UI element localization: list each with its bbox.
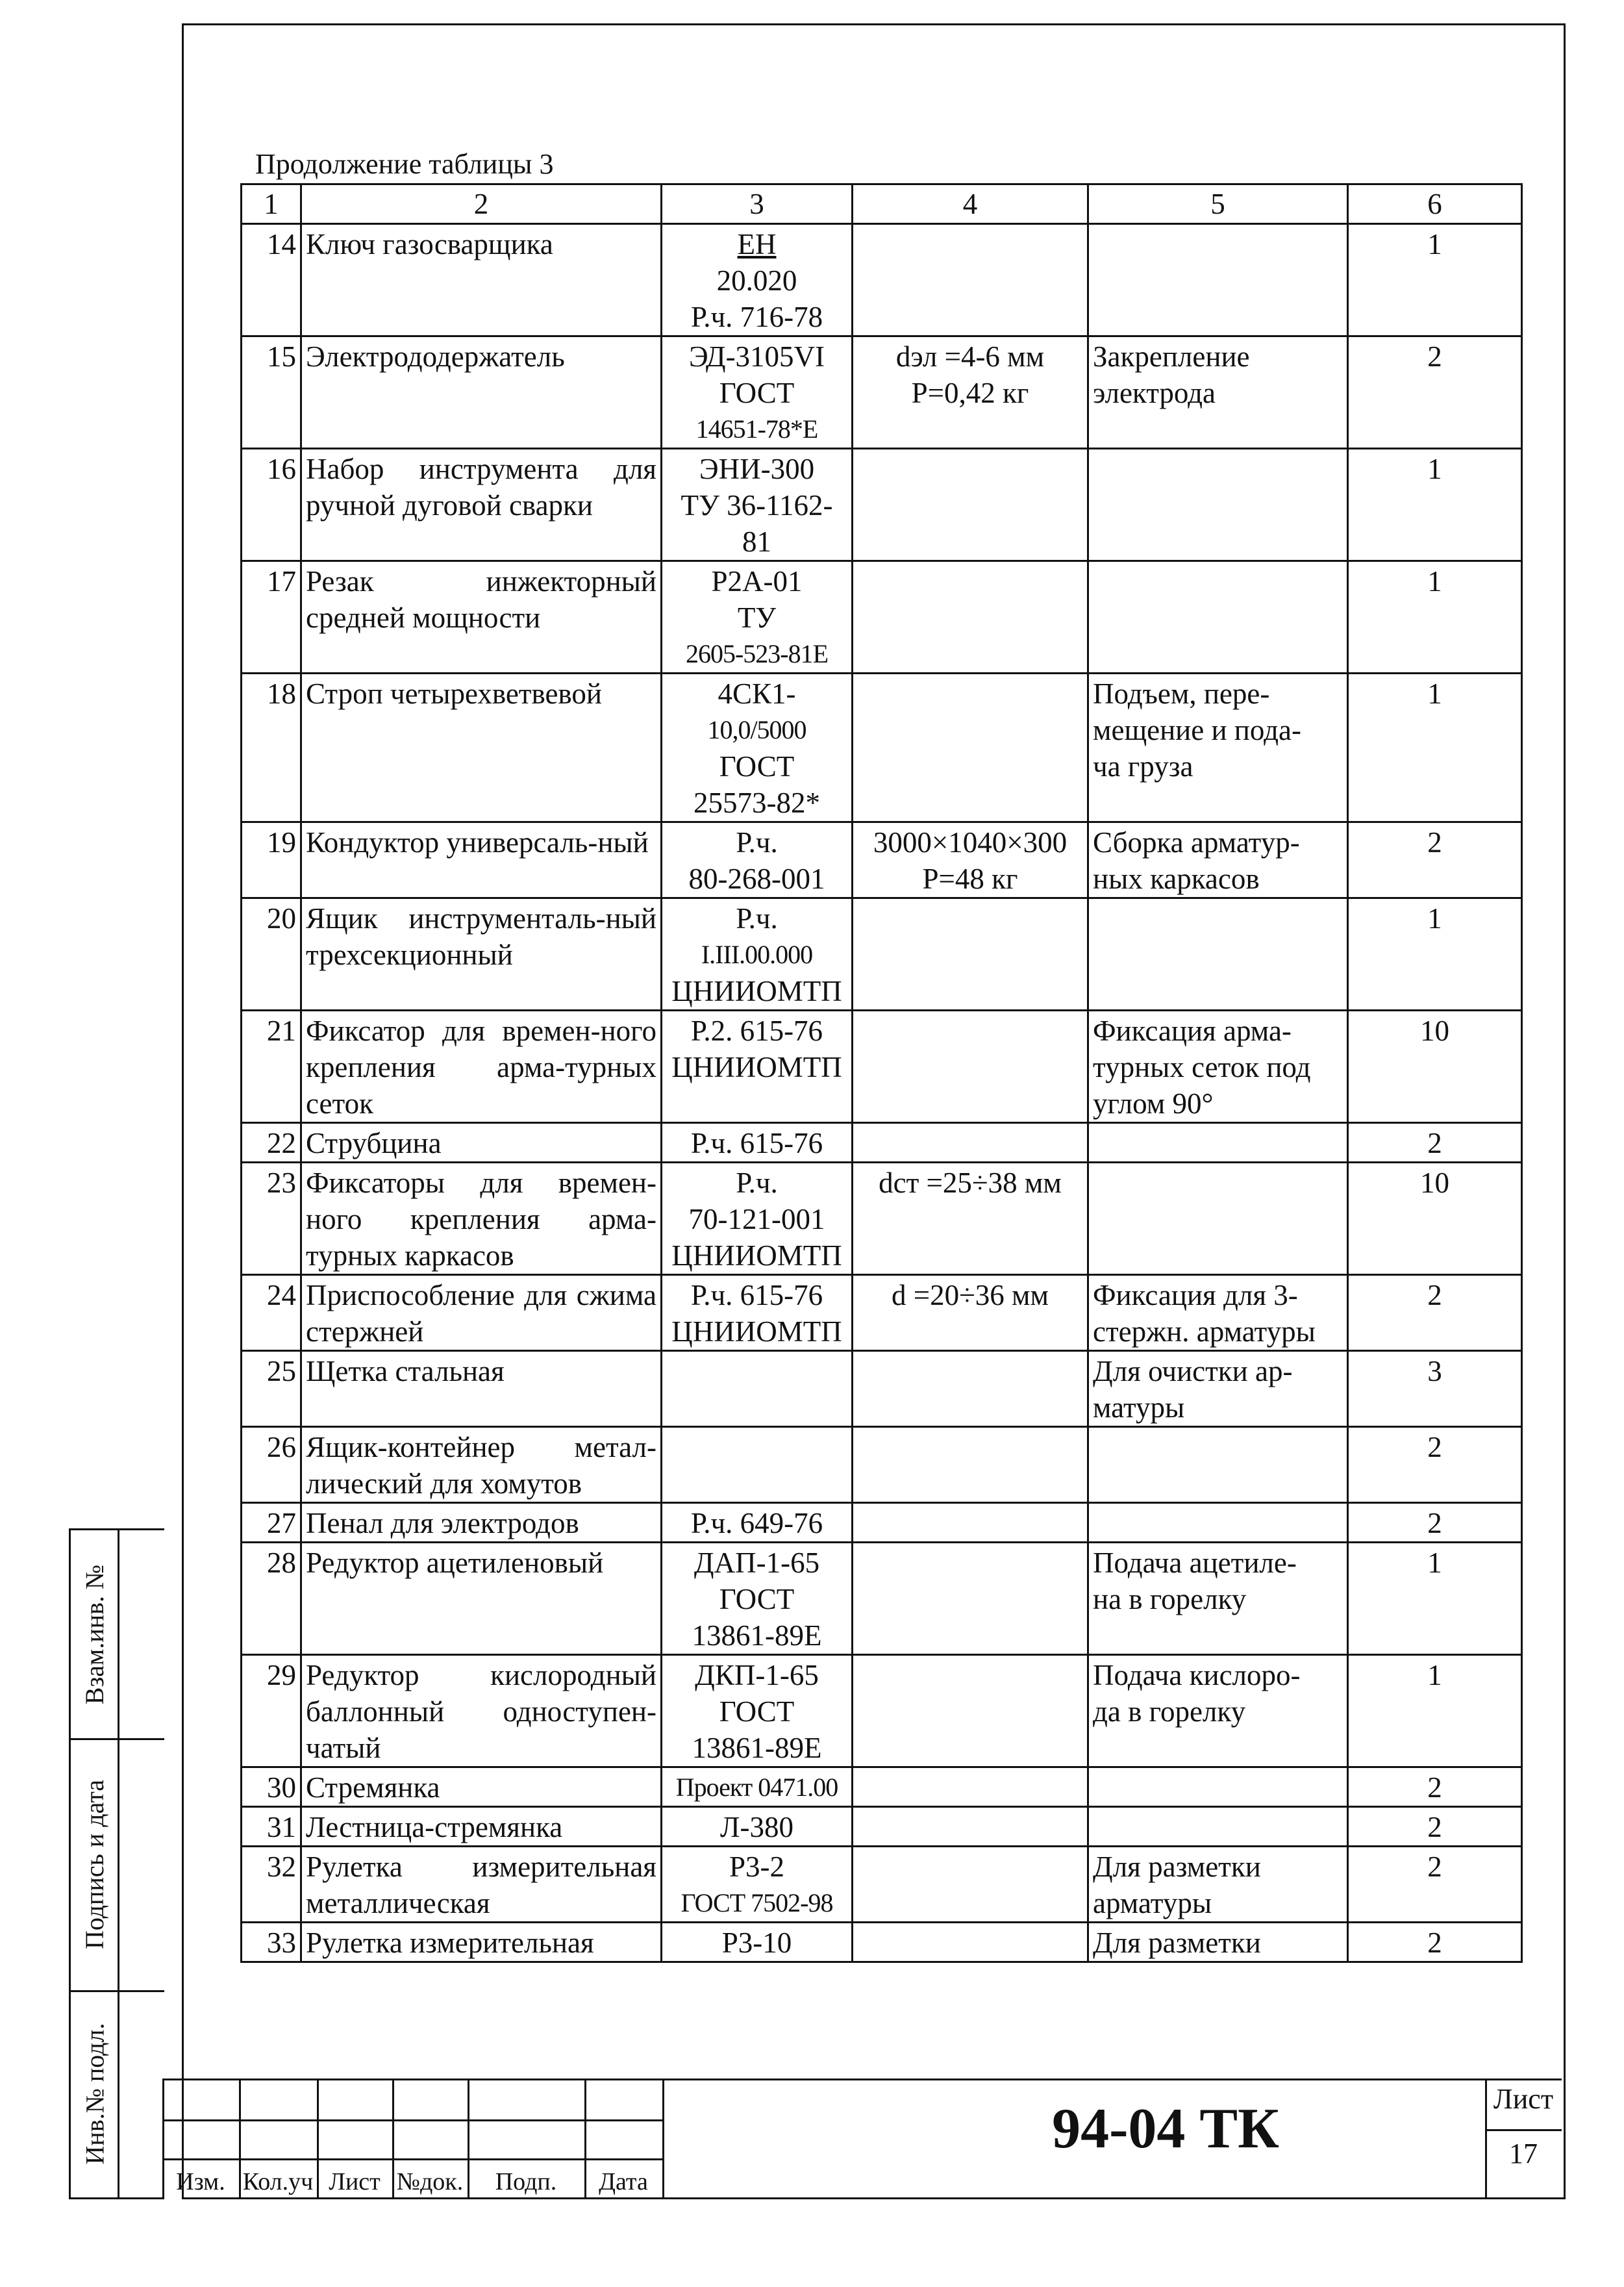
item-name: Приспособление для сжима стержней	[306, 1279, 656, 1348]
item-parameters: Р=0,42 кг	[911, 377, 1029, 409]
item-name: Резак инжекторный средней мощности	[306, 565, 656, 634]
title-col-podp: Подп.	[495, 2168, 557, 2195]
item-parameters-cell	[853, 1351, 1088, 1427]
table-row	[242, 1503, 1522, 1543]
item-parameters-cell	[853, 1123, 1088, 1163]
item-parameters-cell	[853, 561, 1088, 674]
item-designation-cell	[662, 1275, 853, 1351]
item-designation: Р.ч. 615-76	[690, 1127, 823, 1159]
table-row	[242, 1847, 1522, 1923]
item-quantity-cell	[1348, 1543, 1522, 1655]
item-quantity-cell	[1348, 1503, 1522, 1543]
item-name: Редуктор кислородный баллонный одноступен-чатый	[306, 1659, 656, 1764]
item-purpose: на в горелку	[1093, 1583, 1247, 1615]
item-name: Кондуктор универсаль-ный	[306, 826, 649, 859]
table-row	[242, 1807, 1522, 1847]
item-designation-cell	[662, 449, 853, 561]
item-quantity: 2	[1427, 1507, 1442, 1539]
item-name: Лестница-стремянка	[306, 1811, 563, 1843]
side-stamp-podpis: Подпись и дата	[80, 1779, 110, 1949]
item-parameters: dэл =4-6 мм	[895, 340, 1045, 373]
item-quantity: 2	[1427, 1927, 1442, 1959]
table-row	[242, 336, 1522, 449]
item-purpose-cell	[1088, 898, 1348, 1011]
item-name: Ящик-контейнер метал-лический для хомутов	[306, 1431, 656, 1500]
row-number: 22	[267, 1127, 296, 1159]
item-quantity: 2	[1427, 1431, 1442, 1463]
item-designation: ТУ 36-1162-	[681, 489, 833, 522]
table-row	[242, 1011, 1522, 1123]
item-quantity: 2	[1427, 1851, 1442, 1883]
row-number: 33	[267, 1927, 296, 1959]
item-designation-cell	[662, 561, 853, 674]
row-number: 30	[267, 1771, 296, 1804]
item-purpose-cell	[1088, 1275, 1348, 1351]
item-purpose-cell	[1088, 1011, 1348, 1123]
item-designation: 2605-523-81Е	[685, 639, 829, 668]
item-name-cell	[301, 449, 662, 561]
item-name-cell	[301, 1847, 662, 1923]
item-designation-cell	[662, 1543, 853, 1655]
row-number: 27	[267, 1507, 296, 1539]
item-purpose: электрода	[1093, 377, 1216, 409]
row-number: 18	[267, 677, 296, 710]
table-row	[242, 1163, 1522, 1275]
table-row	[242, 898, 1522, 1011]
item-parameters-cell	[853, 822, 1088, 898]
item-parameters: d =20÷36 мм	[891, 1279, 1049, 1311]
item-purpose-cell	[1088, 561, 1348, 674]
item-designation: 4СК1-	[718, 677, 796, 710]
table-row	[242, 1923, 1522, 1962]
item-purpose: Закрепление	[1093, 340, 1250, 373]
item-purpose: Для разметки	[1093, 1851, 1261, 1883]
item-designation: 81	[742, 525, 771, 558]
item-purpose: углом 90°	[1093, 1087, 1214, 1120]
item-designation: ЭД-3105VI	[688, 340, 825, 373]
item-designation: Р.ч. 649-76	[690, 1507, 823, 1539]
item-name: Фиксатор для времен-ного крепления арма-турных сеток	[306, 1015, 656, 1120]
row-number: 28	[267, 1547, 296, 1579]
row-number-cell	[242, 1767, 301, 1807]
equipment-table	[240, 183, 1523, 1963]
item-designation: ГОСТ	[719, 1695, 795, 1728]
item-name-cell	[301, 1655, 662, 1767]
table-row	[242, 1351, 1522, 1427]
item-purpose: ча груза	[1093, 750, 1193, 783]
item-name-cell	[301, 1123, 662, 1163]
item-name: Строп четырехветвевой	[306, 677, 602, 710]
item-designation: ГОСТ 7502-98	[681, 1888, 833, 1917]
row-number-cell	[242, 674, 301, 822]
item-parameters-cell	[853, 1011, 1088, 1123]
item-designation: Р3-2	[729, 1851, 784, 1883]
item-designation: ДАП-1-65	[693, 1547, 820, 1579]
row-number-cell	[242, 1503, 301, 1543]
item-designation-cell	[662, 1655, 853, 1767]
item-quantity: 1	[1427, 228, 1442, 260]
item-purpose: арматуры	[1093, 1887, 1212, 1919]
item-name-cell	[301, 1163, 662, 1275]
row-number-cell	[242, 1655, 301, 1767]
row-number-cell	[242, 224, 301, 336]
item-name-cell	[301, 336, 662, 449]
item-name-cell	[301, 1807, 662, 1847]
item-designation-cell	[662, 1807, 853, 1847]
item-parameters: Р=48 кг	[922, 863, 1018, 895]
item-designation: 20.020	[716, 264, 797, 297]
row-number-cell	[242, 1543, 301, 1655]
table-row	[242, 674, 1522, 822]
item-name-cell	[301, 822, 662, 898]
table-caption: Продолжение таблицы 3	[255, 148, 554, 180]
item-quantity-cell	[1348, 1427, 1522, 1503]
table-row	[242, 449, 1522, 561]
item-quantity-cell	[1348, 561, 1522, 674]
item-name-cell	[301, 674, 662, 822]
item-name: Ящик инструменталь-ный трехсекционный	[306, 902, 656, 971]
item-quantity-cell	[1348, 224, 1522, 336]
item-designation: Р2А-01	[711, 565, 803, 598]
item-name: Струбцина	[306, 1127, 442, 1159]
item-name: Стремянка	[306, 1771, 440, 1804]
row-number-cell	[242, 1923, 301, 1962]
item-quantity: 10	[1420, 1015, 1449, 1047]
title-col-data: Дата	[599, 2168, 648, 2195]
item-name-cell	[301, 224, 662, 336]
item-name: Рулетка измерительная	[306, 1927, 594, 1959]
item-designation-cell	[662, 224, 853, 336]
document-code: 94-04 ТК	[1052, 2097, 1279, 2160]
row-number-cell	[242, 1807, 301, 1847]
row-number: 23	[267, 1167, 296, 1199]
item-parameters-cell	[853, 1807, 1088, 1847]
row-number-cell	[242, 449, 301, 561]
item-name-cell	[301, 898, 662, 1011]
item-parameters-cell	[853, 1427, 1088, 1503]
item-quantity-cell	[1348, 1011, 1522, 1123]
item-quantity-cell	[1348, 1767, 1522, 1807]
row-number-cell	[242, 561, 301, 674]
item-designation-cell	[662, 1351, 853, 1427]
title-col-kol: Кол.уч	[242, 2168, 314, 2195]
row-number: 31	[267, 1811, 296, 1843]
item-designation-cell	[662, 1011, 853, 1123]
table-row	[242, 1543, 1522, 1655]
row-number: 16	[267, 453, 296, 485]
item-designation: ЦНИИОМТП	[671, 1239, 842, 1272]
header-cell: 2	[301, 184, 662, 224]
item-quantity: 2	[1427, 1127, 1442, 1159]
item-quantity-cell	[1348, 449, 1522, 561]
item-purpose: Для разметки	[1093, 1927, 1261, 1959]
item-parameters: 3000×1040×300	[873, 826, 1068, 859]
item-quantity-cell	[1348, 1655, 1522, 1767]
item-designation: ЕН	[737, 228, 777, 260]
item-designation: ЭНИ-300	[699, 453, 815, 485]
item-purpose-cell	[1088, 1503, 1348, 1543]
item-quantity: 1	[1427, 453, 1442, 485]
row-number-cell	[242, 1427, 301, 1503]
item-name: Рулетка измерительная металлическая	[306, 1851, 656, 1919]
table-row	[242, 1767, 1522, 1807]
item-purpose: стержн. арматуры	[1093, 1315, 1316, 1348]
item-designation-cell	[662, 1427, 853, 1503]
row-number: 21	[267, 1015, 296, 1047]
item-quantity: 1	[1427, 902, 1442, 935]
item-designation: Р.ч.	[736, 1167, 778, 1199]
row-number-cell	[242, 1011, 301, 1123]
item-designation-cell	[662, 1163, 853, 1275]
item-quantity-cell	[1348, 1351, 1522, 1427]
item-designation: Р.ч. 716-78	[690, 301, 823, 333]
item-designation: ГОСТ	[719, 1583, 795, 1615]
row-number-cell	[242, 1123, 301, 1163]
item-quantity-cell	[1348, 822, 1522, 898]
header-cell: 6	[1348, 184, 1522, 224]
item-purpose: Фиксация арма-	[1093, 1015, 1292, 1047]
row-number: 29	[267, 1659, 296, 1691]
item-designation-cell	[662, 336, 853, 449]
item-quantity: 10	[1420, 1167, 1449, 1199]
item-parameters: dст =25÷38 мм	[879, 1167, 1062, 1199]
item-parameters-cell	[853, 1163, 1088, 1275]
item-name-cell	[301, 1351, 662, 1427]
table-row	[242, 1427, 1522, 1503]
item-designation: 80-268-001	[688, 863, 825, 895]
item-purpose: Подъем, пере-	[1093, 677, 1270, 710]
item-designation: ГОСТ	[719, 377, 795, 409]
row-number-cell	[242, 336, 301, 449]
item-quantity: 2	[1427, 826, 1442, 859]
item-designation: 10,0/5000	[707, 715, 806, 744]
row-number-cell	[242, 1275, 301, 1351]
title-col-izm: Изм.	[176, 2168, 225, 2195]
item-quantity: 3	[1427, 1355, 1442, 1387]
item-designation: Р3-10	[721, 1927, 792, 1959]
table-row	[242, 1655, 1522, 1767]
item-designation: ГОСТ	[719, 750, 795, 783]
item-purpose: Подача ацетиле-	[1093, 1547, 1297, 1579]
item-designation: ДКП-1-65	[695, 1659, 819, 1691]
item-purpose: турных сеток под	[1093, 1051, 1311, 1083]
item-purpose: мещение и пода-	[1093, 714, 1301, 746]
item-quantity: 2	[1427, 1279, 1442, 1311]
item-name: Фиксаторы для времен-ного крепления арма-турных каркасов	[306, 1167, 656, 1272]
sheet-label: Лист	[1493, 2083, 1554, 2115]
item-designation-cell	[662, 1767, 853, 1807]
item-purpose-cell	[1088, 1163, 1348, 1275]
item-designation-cell	[662, 674, 853, 822]
item-purpose-cell	[1088, 1655, 1348, 1767]
item-name-cell	[301, 561, 662, 674]
item-designation: Р.2. 615-76	[690, 1015, 823, 1047]
item-purpose-cell	[1088, 822, 1348, 898]
item-purpose: Фиксация для 3-	[1093, 1279, 1298, 1311]
item-designation: 14651-78*Е	[695, 414, 818, 444]
item-parameters-cell	[853, 1275, 1088, 1351]
item-designation: 25573-82*	[693, 787, 820, 819]
item-quantity: 1	[1427, 1547, 1442, 1579]
item-name-cell	[301, 1011, 662, 1123]
item-parameters-cell	[853, 1503, 1088, 1543]
title-col-doc: №док.	[396, 2168, 464, 2195]
item-name-cell	[301, 1923, 662, 1962]
item-designation: 13861-89Е	[692, 1619, 822, 1652]
item-name-cell	[301, 1767, 662, 1807]
item-designation-cell	[662, 1123, 853, 1163]
row-number-cell	[242, 898, 301, 1011]
table-row	[242, 822, 1522, 898]
table-row	[242, 561, 1522, 674]
item-parameters-cell	[853, 674, 1088, 822]
item-quantity-cell	[1348, 1275, 1522, 1351]
item-designation: ЦНИИОМТП	[671, 1051, 842, 1083]
item-quantity-cell	[1348, 1163, 1522, 1275]
item-purpose-cell	[1088, 336, 1348, 449]
row-number: 14	[267, 228, 296, 260]
side-stamp	[69, 1528, 164, 2199]
item-designation: Р.ч.	[736, 826, 778, 859]
item-purpose: да в горелку	[1093, 1695, 1246, 1728]
header-cell: 3	[662, 184, 853, 224]
item-purpose-cell	[1088, 674, 1348, 822]
item-purpose-cell	[1088, 1543, 1348, 1655]
table-header-row	[242, 184, 1522, 224]
side-stamp-inv: Инв.№ подл.	[80, 2023, 110, 2165]
row-number-cell	[242, 1351, 301, 1427]
item-designation-cell	[662, 1503, 853, 1543]
item-quantity-cell	[1348, 674, 1522, 822]
item-designation: ТУ	[737, 601, 777, 634]
item-quantity: 2	[1427, 1811, 1442, 1843]
item-parameters-cell	[853, 1923, 1088, 1962]
item-quantity-cell	[1348, 1123, 1522, 1163]
table-row	[242, 224, 1522, 336]
item-quantity: 1	[1427, 677, 1442, 710]
item-designation: ЦНИИОМТП	[671, 1315, 842, 1348]
row-number: 26	[267, 1431, 296, 1463]
title-col-list: Лист	[329, 2168, 381, 2195]
table-row	[242, 1123, 1522, 1163]
item-quantity-cell	[1348, 1807, 1522, 1847]
sheet-number: 17	[1509, 2138, 1538, 2169]
item-purpose-cell	[1088, 1351, 1348, 1427]
item-name-cell	[301, 1503, 662, 1543]
item-purpose-cell	[1088, 449, 1348, 561]
row-number: 19	[267, 826, 296, 859]
item-parameters-cell	[853, 1543, 1088, 1655]
row-number: 17	[267, 565, 296, 598]
row-number: 15	[267, 340, 296, 373]
item-purpose-cell	[1088, 1923, 1348, 1962]
item-purpose-cell	[1088, 1767, 1348, 1807]
item-designation: Р.ч.	[736, 902, 778, 935]
row-number-cell	[242, 1847, 301, 1923]
item-purpose-cell	[1088, 1807, 1348, 1847]
item-purpose: Для очистки ар-	[1093, 1355, 1293, 1387]
item-purpose: Подача кислоро-	[1093, 1659, 1301, 1691]
item-purpose-cell	[1088, 1427, 1348, 1503]
item-designation-cell	[662, 1847, 853, 1923]
title-block	[162, 2079, 1562, 2197]
side-stamp-vzam: Взам.инв. №	[80, 1564, 110, 1704]
item-parameters-cell	[853, 336, 1088, 449]
item-purpose-cell	[1088, 1847, 1348, 1923]
item-parameters-cell	[853, 1655, 1088, 1767]
item-purpose-cell	[1088, 224, 1348, 336]
item-quantity: 2	[1427, 1771, 1442, 1804]
row-number: 20	[267, 902, 296, 935]
item-quantity: 1	[1427, 1659, 1442, 1691]
item-name: Редуктор ацетиленовый	[306, 1547, 604, 1579]
item-name: Щетка стальная	[306, 1355, 505, 1387]
row-number-cell	[242, 822, 301, 898]
item-name: Электрододержатель	[306, 340, 565, 373]
item-purpose: матуры	[1093, 1391, 1185, 1424]
item-quantity-cell	[1348, 1923, 1522, 1962]
item-name: Ключ газосварщика	[306, 228, 553, 260]
item-designation: Проект 0471.00	[675, 1773, 838, 1802]
item-name-cell	[301, 1275, 662, 1351]
item-designation: Л-380	[719, 1811, 793, 1843]
item-quantity: 2	[1427, 340, 1442, 373]
row-number: 32	[267, 1851, 296, 1883]
item-purpose: Сборка арматур-	[1093, 826, 1300, 859]
item-designation-cell	[662, 1923, 853, 1962]
item-parameters-cell	[853, 1847, 1088, 1923]
item-parameters-cell	[853, 449, 1088, 561]
item-name: Набор инструмента для ручной дуговой сварки	[306, 453, 656, 522]
item-designation: ЦНИИОМТП	[671, 975, 842, 1007]
item-quantity-cell	[1348, 336, 1522, 449]
item-name-cell	[301, 1427, 662, 1503]
item-designation: 70-121-001	[688, 1203, 825, 1235]
item-designation: 13861-89Е	[692, 1732, 822, 1764]
item-parameters-cell	[853, 898, 1088, 1011]
header-cell: 5	[1088, 184, 1348, 224]
row-number: 24	[267, 1279, 296, 1311]
header-cell: 1	[242, 184, 301, 224]
item-purpose-cell	[1088, 1123, 1348, 1163]
item-quantity-cell	[1348, 1847, 1522, 1923]
item-designation-cell	[662, 822, 853, 898]
row-number-cell	[242, 1163, 301, 1275]
item-designation-cell	[662, 898, 853, 1011]
header-cell: 4	[853, 184, 1088, 224]
item-name: Пенал для электродов	[306, 1507, 579, 1539]
item-designation: Р.ч. 615-76	[690, 1279, 823, 1311]
row-number: 25	[267, 1355, 296, 1387]
table-row	[242, 1275, 1522, 1351]
item-parameters-cell	[853, 1767, 1088, 1807]
item-parameters-cell	[853, 224, 1088, 336]
item-quantity: 1	[1427, 565, 1442, 598]
item-purpose: ных каркасов	[1093, 863, 1260, 895]
item-quantity-cell	[1348, 898, 1522, 1011]
item-designation: I.III.00.000	[701, 940, 813, 969]
item-name-cell	[301, 1543, 662, 1655]
